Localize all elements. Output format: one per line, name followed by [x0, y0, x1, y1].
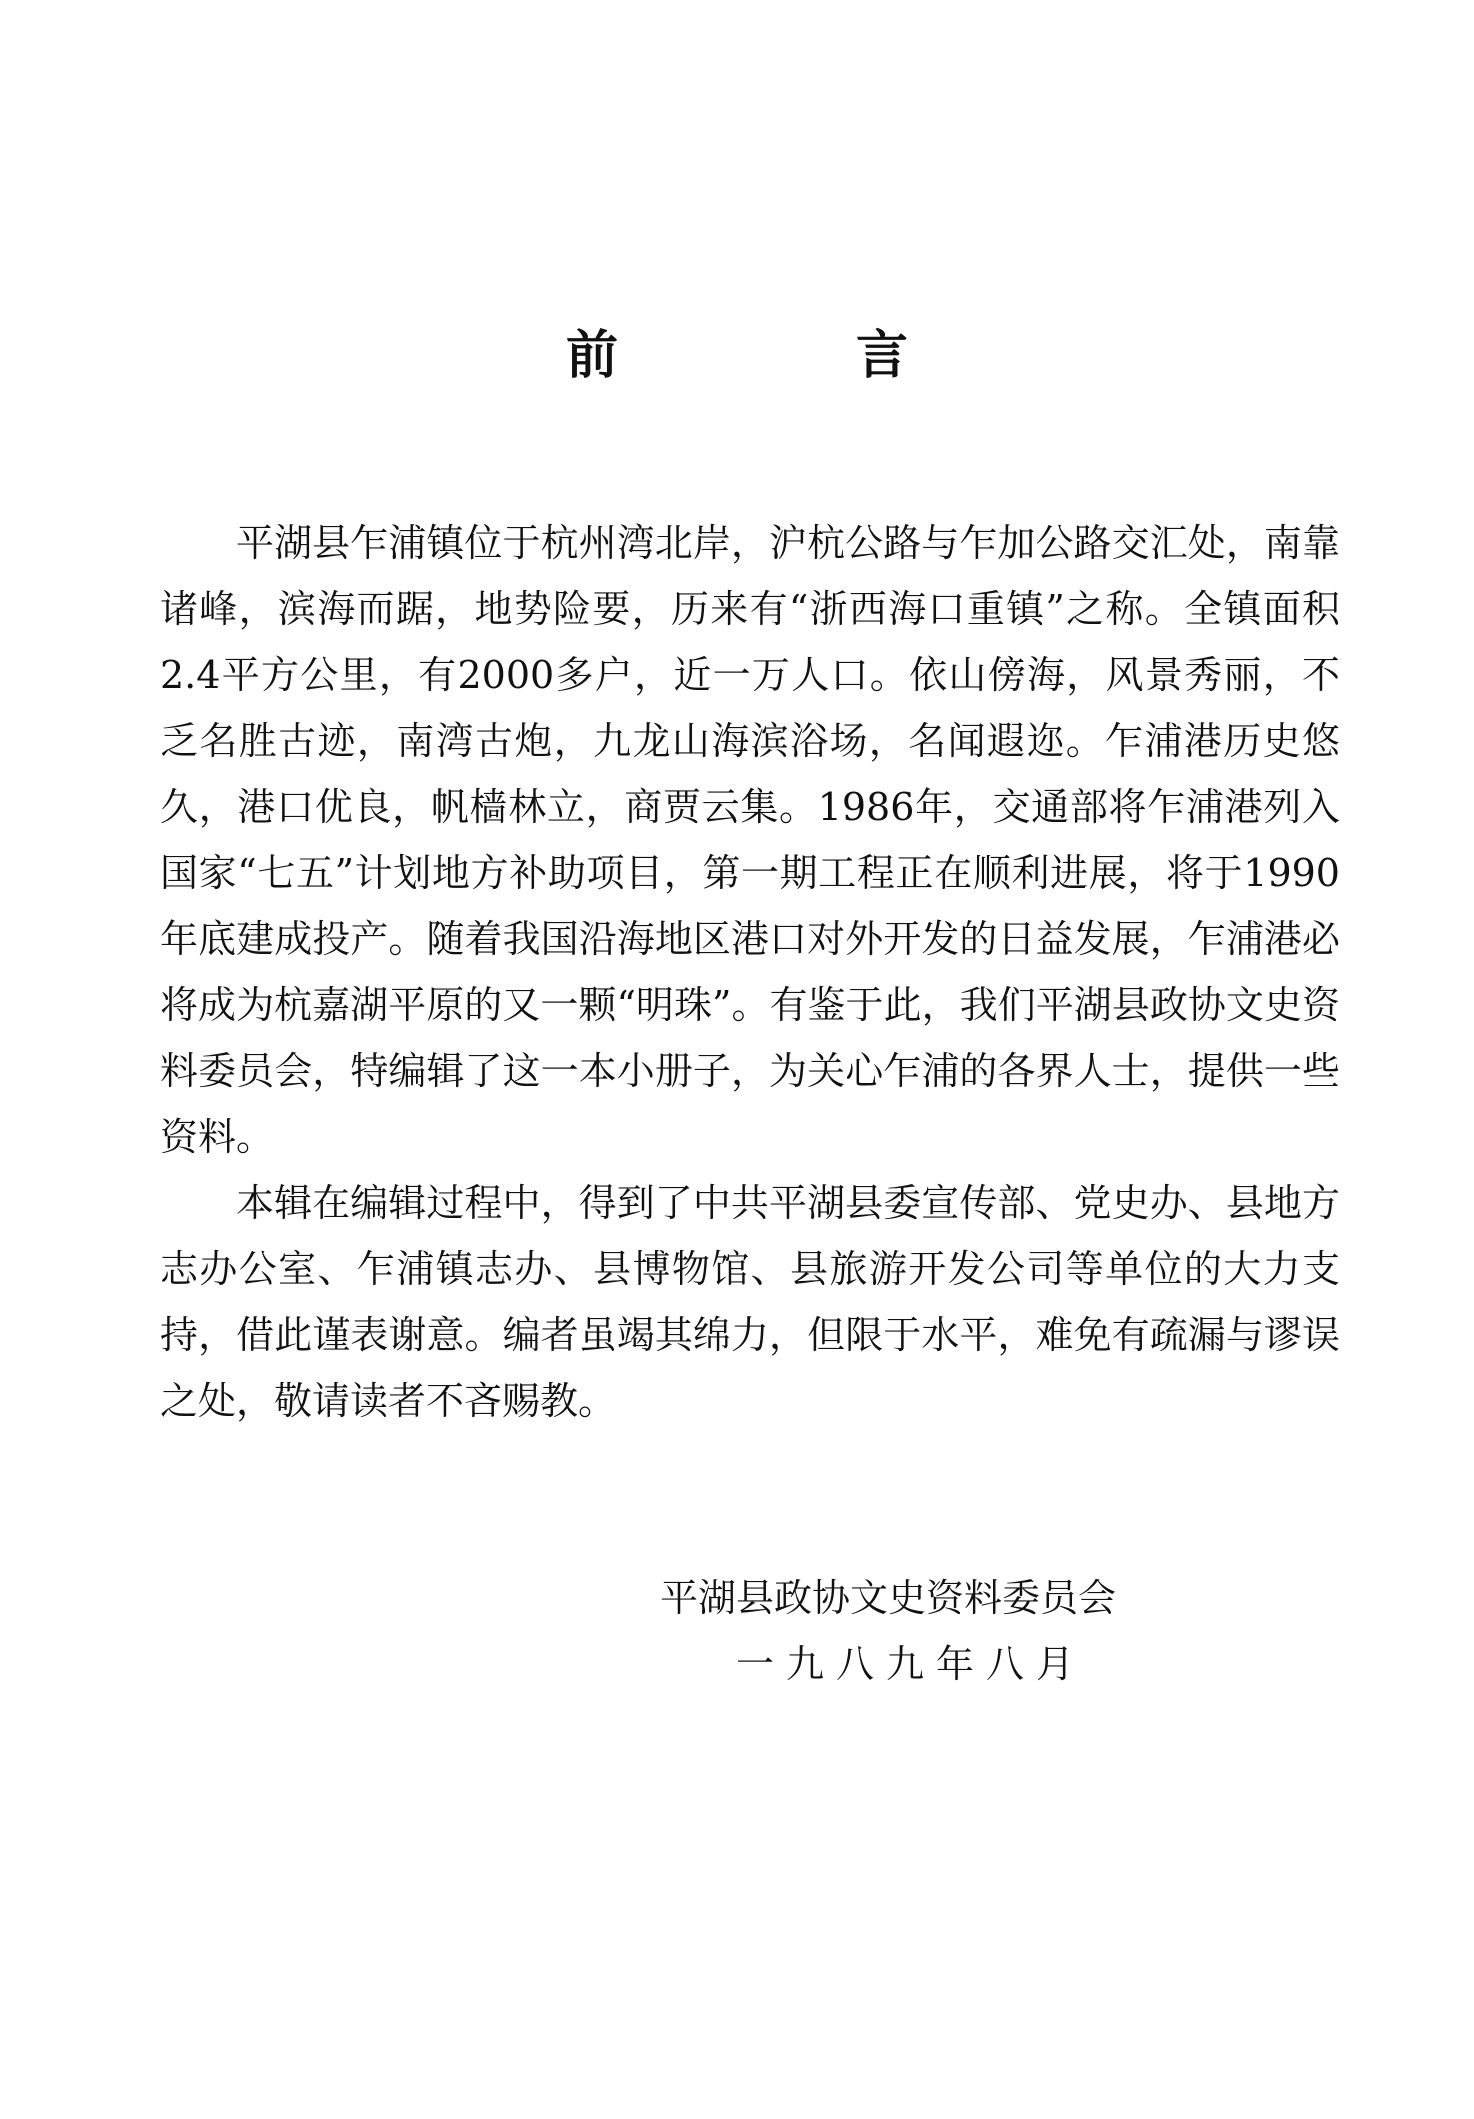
- preface-body: [160, 510, 1340, 1434]
- page-title: 前 言: [565, 325, 1019, 386]
- signature-date: 一九八九年八月: [736, 1642, 1087, 1686]
- signature-block: [660, 1565, 1220, 1697]
- paragraph-intro: 平湖县乍浦镇位于杭州湾北岸，沪杭公路与乍加公路交汇处，南靠诸峰，滨海而踞，地势险要，历来有“浙西海口重镇”之称。全镇面积2.4平方公里，有2000多户，近一万人口。依山傍海，风景秀丽，不乏名胜古迹，南湾古炮，九龙山海滨浴场，名闻遐迩。乍浦港历史悠久，港口优良，帆樯林立，商贾云集。1986年，交通部将乍浦港列入国家“七五”计划地方补助项目，第一期工程正在顺利进展，将于1990年底建成投产。随着我国沿海地区港口对外开发的日益发展，乍浦港必将成为杭嘉湖平原的又一颗“明珠”。有鉴于此，我们平湖县政协文史资料委员会，特编辑了这一本小册子，为关心乍浦的各界人士，提供一些资料。: [160, 521, 1340, 1159]
- signature-organization: 平湖县政协文史资料委员会: [660, 1576, 1117, 1620]
- paragraph-acknowledgement: 本辑在编辑过程中，得到了中共平湖县委宣传部、党史办、县地方志办公室、乍浦镇志办、县博物馆、县旅游开发公司等单位的大力支持，借此谨表谢意。编者虽竭其绵力，但限于水平，难免有疏漏与谬误之处，敬请读者不吝赐教。: [160, 1181, 1340, 1423]
